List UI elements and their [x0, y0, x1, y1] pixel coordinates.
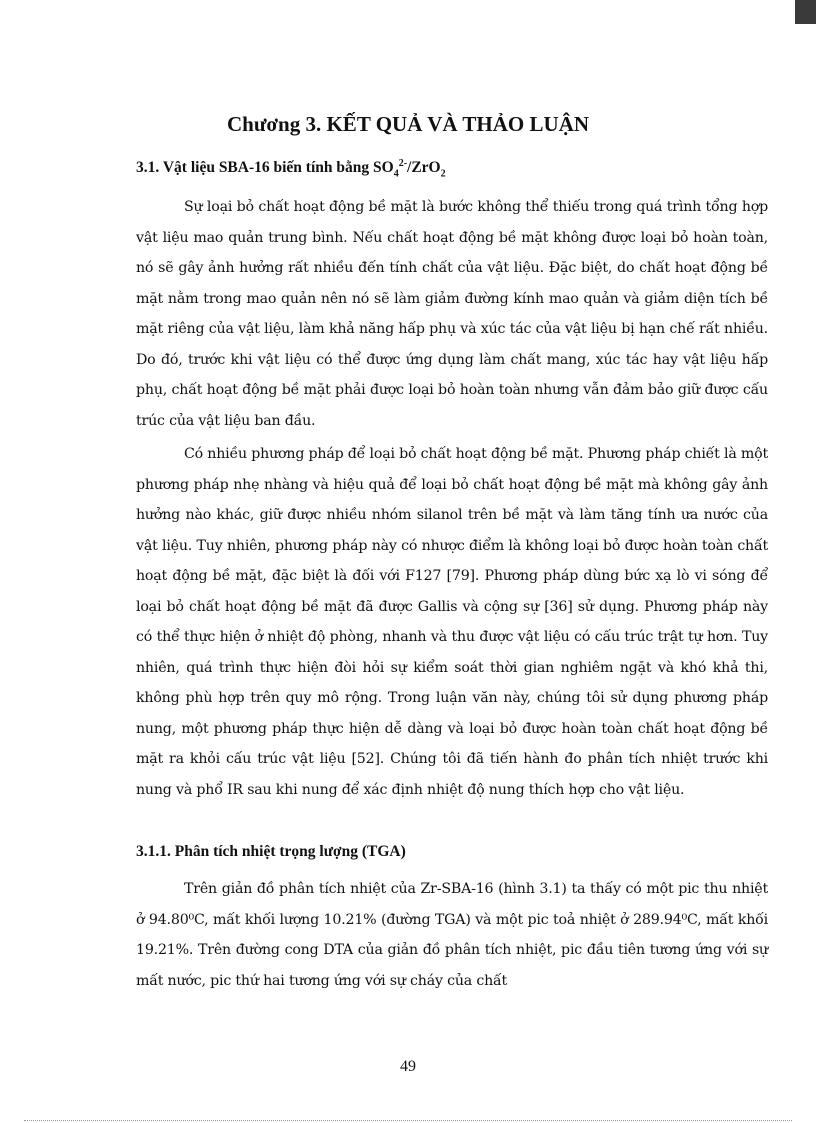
paragraph-removal-methods: Có nhiều phương pháp để loại bỏ chất hoạt động bề mặt. Phương pháp chiết là một phương pháp nhẹ nhàng và hiệu quả để loại bỏ chất hoạt động bề mặt mà không gây ảnh hưởng nào khác, giữ được nhiều nhóm silanol trên bề mặt và làm tăng tính ưa nước của vật liệu. Tuy nhiên, phương pháp này có nhược điểm là không loại bỏ được hoàn toàn chất hoạt động bề mặt, đặc biệt là đối với F127 [79]. Phương pháp dùng bức xạ lò vi sóng để loại bỏ chất hoạt động bề mặt đã được Gallis và cộng sự [36] sử dụng. Phương pháp này có thể thực hiện ở nhiệt độ phòng, nhanh và thu được vật liệu có cấu trúc trật tự hơn. Tuy nhiên, quá trình thực hiện đòi hỏi sự kiểm soát thời gian nghiêm ngặt và khó khả thi, không phù hợp trên quy mô rộng. Trong luận văn này, chúng tôi sử dụng phương pháp nung, một phương pháp thực hiện dễ dàng và loại bỏ được hoàn toàn chất hoạt động bề mặt ra khỏi cấu trúc vật liệu [52]. Chúng tôi đã tiến hành đo phân tích nhiệt trước khi nung và phổ IR sau khi nung để xác định nhiệt độ nung thích hợp cho vật liệu. — [136, 446, 768, 798]
section-heading — [136, 158, 446, 179]
section-heading-prefix: 3.1. Vật liệu SBA-16 biến tính bằng SO — [136, 159, 394, 177]
footer-divider — [24, 1120, 792, 1121]
chapter-title: Chương 3. KẾT QUẢ VÀ THẢO LUẬN — [226, 112, 590, 136]
paragraph-tga-analysis: Trên giản đồ phân tích nhiệt của Zr-SBA-16 (hình 3.1) ta thấy có một pic thu nhiệt ở 94.80⁰C, mất khối lượng 10.21% (đường TGA) và một pic toả nhiệt ở 289.94⁰C, mất khối 19.21%. Trên đường cong DTA của giản đồ phân tích nhiệt, pic đầu tiên tương ứng với sự mất nước, pic thứ hai tương ứng với sự cháy của chất — [136, 881, 768, 989]
paragraph-surfactant-removal: Sự loại bỏ chất hoạt động bề mặt là bước không thể thiếu trong quá trình tổng hợp vật liệu mao quản trung bình. Nếu chất hoạt động bề mặt không được loại bỏ hoàn toàn, nó sẽ gây ảnh hưởng rất nhiều đến tính chất của vật liệu. Đặc biệt, do chất hoạt động bề mặt nằm trong mao quản nên nó sẽ làm giảm đường kính mao quản và giảm diện tích bề mặt riêng của vật liệu, làm khả năng hấp phụ và xúc tác của vật liệu bị hạn chế rất nhiều. Do đó, trước khi vật liệu có thể được ứng dụng làm chất mang, xúc tác hay vật liệu hấp phụ, chất hoạt động bề mặt phải được loại bỏ hoàn toàn nhưng vẫn đảm bảo giữ được cấu trúc của vật liệu ban đầu. — [136, 199, 768, 429]
page-number: 49 — [400, 1058, 416, 1075]
section-heading-sub1: 4 — [393, 168, 399, 180]
corner-mark — [795, 0, 816, 24]
section-heading-sup: 2- — [398, 158, 408, 169]
subsection-heading: 3.1.1. Phân tích nhiệt trọng lượng (TGA) — [136, 843, 406, 860]
section-heading-sub2: 2 — [440, 168, 446, 180]
section-heading-mid: /ZrO — [407, 159, 441, 177]
